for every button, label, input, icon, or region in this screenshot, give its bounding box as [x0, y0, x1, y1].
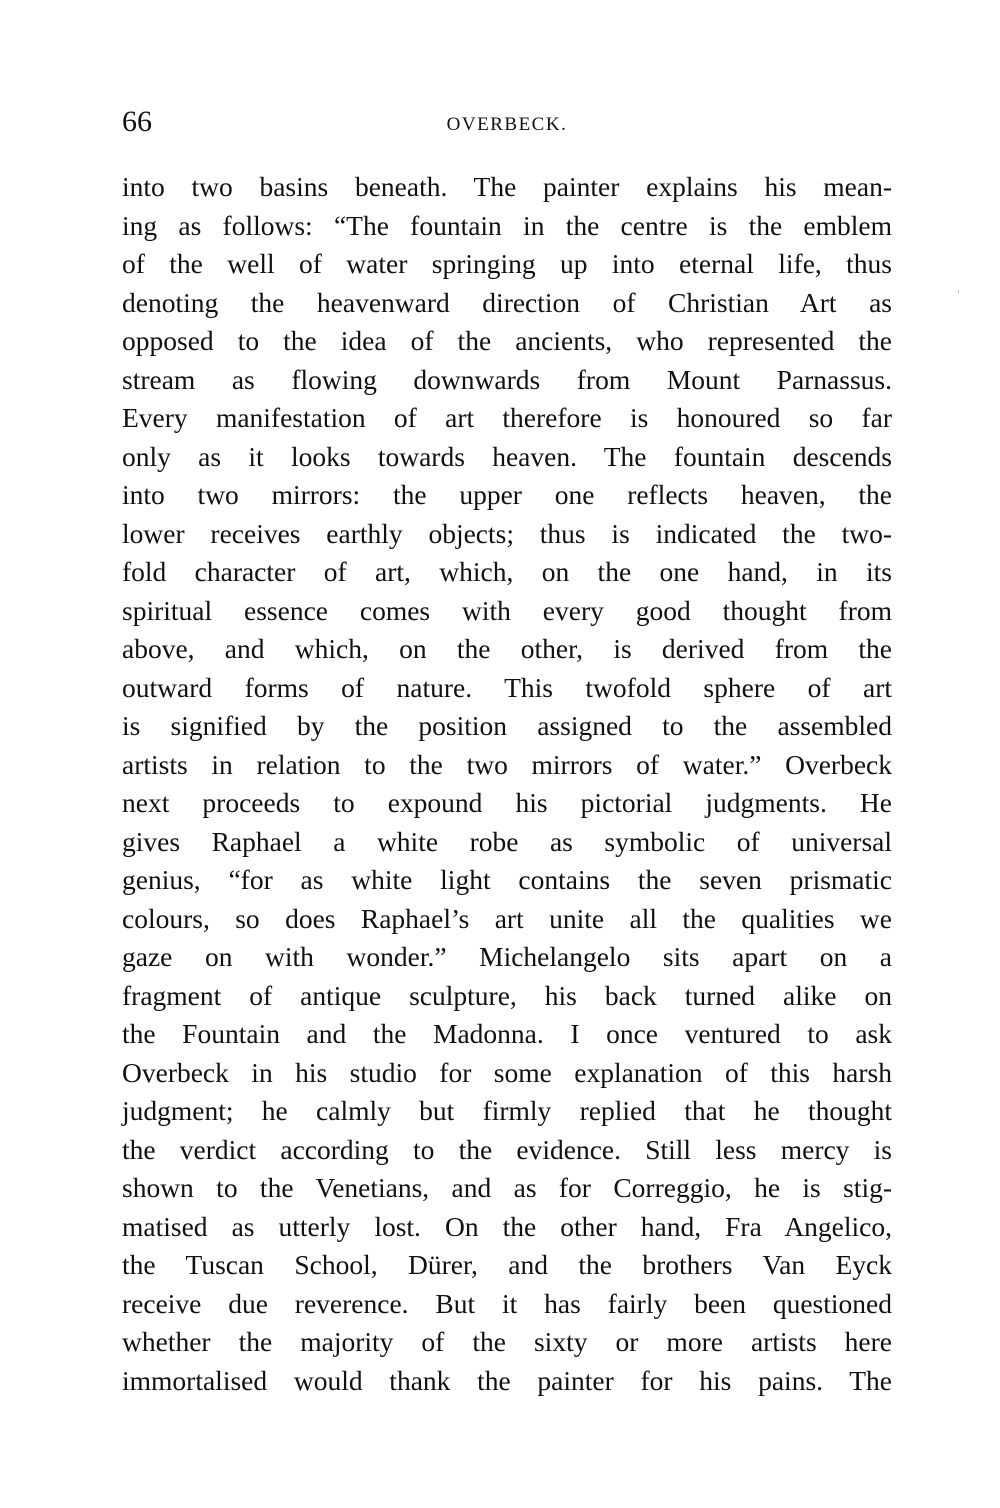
text-line: lower receives earthly objects; thus is indicated the two- [122, 517, 892, 549]
text-line: shown to the Venetians, and as for Correggio, he is stig- [122, 1172, 892, 1203]
text-line: gaze on with wonder.” Michelangelo sits apart on a [122, 941, 892, 972]
text-line: matised as utterly lost. On the other hand, Fra Angelico, [122, 1210, 892, 1242]
text-line: gives Raphael a white robe as symbolic of universal [122, 825, 892, 857]
text-line: spiritual essence comes with every good thought from [122, 594, 892, 626]
text-line: only as it looks towards heaven. The fountain descends [122, 440, 892, 472]
text-line: above, and which, on the other, is derived from the [122, 633, 892, 664]
text-line: the Fountain and the Madonna. I once ventured to ask [122, 1018, 892, 1049]
text-line: the verdict according to the evidence. Still less mercy is [122, 1133, 892, 1165]
text-line: outward forms of nature. This twofold sphere of art [122, 671, 892, 703]
text-line: fold character of art, which, on the one hand, in its [122, 556, 892, 587]
margin-speck [958, 290, 959, 293]
text-line: into two mirrors: the upper one reflects heaven, the [122, 479, 892, 510]
text-line: fragment of antique sculpture, his back turned alike on [122, 979, 892, 1011]
text-line: into two basins beneath. The painter explains his mean- [122, 171, 892, 202]
text-line: genius, “for as white light contains the seven prismatic [122, 864, 892, 895]
text-line: judgment; he calmly but firmly replied that he thought [122, 1095, 892, 1126]
text-line: next proceeds to expound his pictorial judgments. He [122, 787, 892, 818]
text-line: opposed to the idea of the ancients, who represented the [122, 325, 892, 356]
page-number: 66 [122, 105, 152, 138]
text-line: denoting the heavenward direction of Christian Art as [122, 286, 892, 318]
text-line: receive due reverence. But it has fairly been questioned [122, 1287, 892, 1319]
text-line: Every manifestation of art therefore is honoured so far [122, 402, 892, 433]
running-title: OVERBECK. [446, 114, 568, 135]
text-line: of the well of water springing up into eternal life, thus [122, 248, 892, 279]
text-line: immortalised would thank the painter for his pains. The [122, 1364, 892, 1396]
body-text [122, 168, 892, 1400]
text-line: stream as flowing downwards from Mount Parnassus. [122, 363, 892, 395]
text-line: colours, so does Raphael’s art unite all the qualities we [122, 902, 892, 934]
text-line: whether the majority of the sixty or more artists here [122, 1326, 892, 1357]
text-line: ing as follows: “The fountain in the centre is the emblem [122, 209, 892, 241]
running-head [122, 104, 892, 140]
text-line: Overbeck in his studio for some explanation of this harsh [122, 1056, 892, 1088]
text-line: artists in relation to the two mirrors of water.” Overbeck [122, 748, 892, 780]
text-line: is signified by the position assigned to the assembled [122, 710, 892, 741]
text-line: the Tuscan School, Dürer, and the brothers Van Eyck [122, 1249, 892, 1280]
